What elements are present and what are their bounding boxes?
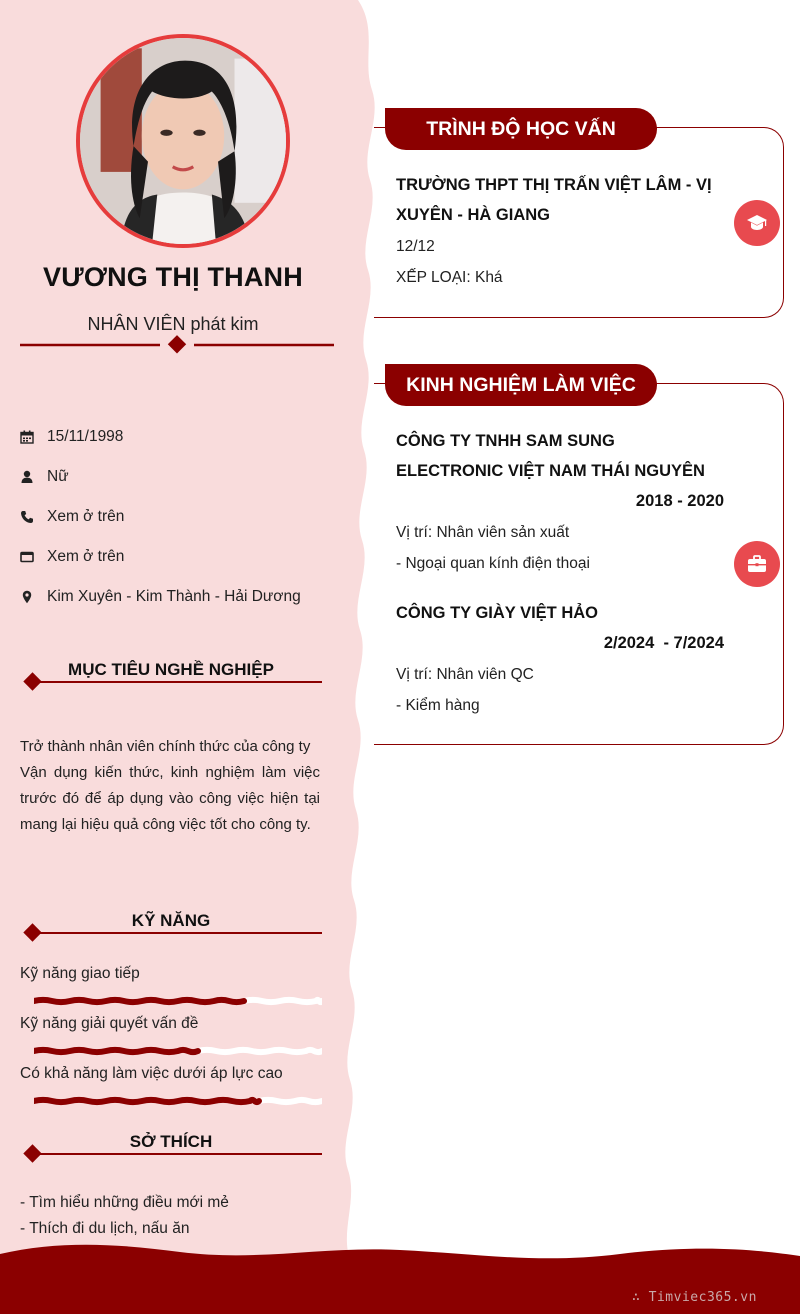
hobbies-heading-line (32, 1153, 322, 1155)
info-gender (20, 466, 350, 488)
skill-bar (34, 1094, 322, 1108)
education-school: TRƯỜNG THPT THỊ TRẤN VIỆT LÂM - VỊ XUYÊN - HÀ GIANG (396, 176, 712, 224)
objective-heading (20, 660, 322, 690)
info-birthdate-value: 15/11/1998 (47, 428, 124, 445)
skill-bar-track (244, 1000, 322, 1002)
info-phone-value: Xem ở trên (47, 508, 125, 525)
hobby-item: - Thích đi du lịch, nấu ăn (20, 1220, 190, 1237)
phone-icon (20, 510, 34, 524)
objective-heading-text: MỤC TIÊU NGHỀ NGHIỆP (68, 660, 274, 679)
info-birthdate (20, 426, 350, 448)
job-period: 2/2024 - 7/2024 (603, 634, 724, 652)
skill-label: Kỹ năng giải quyết vấn đề (20, 1015, 199, 1032)
skills-heading (20, 911, 322, 941)
job-detail: - Kiểm hàng (396, 697, 480, 714)
skill-bar-track (259, 1100, 322, 1102)
avatar-portrait (80, 38, 286, 244)
info-phone (20, 506, 350, 528)
hobbies-heading (20, 1132, 322, 1162)
skills-heading-line (32, 932, 322, 934)
graduation-cap-icon (746, 212, 768, 234)
hobby-item: - Tìm hiểu những điều mới mẻ (20, 1194, 229, 1211)
skill-label: Có khả năng làm việc dưới áp lực cao (20, 1065, 283, 1082)
education-icon-badge (734, 200, 780, 246)
skill-bar-fill (34, 1050, 198, 1052)
objective-text (20, 734, 320, 838)
info-gender-value: Nữ (47, 468, 69, 485)
objective-line: Trở thành nhân viên chính thức của công ty (20, 738, 311, 755)
info-email (20, 546, 350, 568)
job-position: Vị trí: Nhân viên QC (396, 666, 534, 683)
watermark: ∴ Timviec365.vn (632, 1290, 757, 1305)
job-position: Vị trí: Nhân viên sản xuất (396, 524, 570, 541)
email-icon (20, 550, 34, 564)
info-address (20, 586, 350, 608)
education-grade: 12/12 (396, 238, 435, 255)
job-company: CÔNG TY GIÀY VIỆT HẢO (396, 604, 599, 622)
education-heading: TRÌNH ĐỘ HỌC VẤN (385, 108, 657, 150)
job-company: CÔNG TY TNHH SAM SUNG ELECTRONIC VIỆT NAM THÁI NGUYÊN (396, 432, 705, 480)
skill-bar (34, 994, 322, 1008)
avatar (76, 34, 290, 248)
info-email-value: Xem ở trên (47, 548, 125, 565)
skill-bar (34, 1044, 322, 1058)
experience-icon-badge (734, 541, 780, 587)
job-period: 2018 - 2020 (635, 492, 724, 510)
job-title: NHÂN VIÊN phát kim (87, 314, 259, 334)
skill-bar-fill (34, 1100, 259, 1102)
job-detail: - Ngoại quan kính điện thoại (396, 555, 590, 572)
name-divider (20, 334, 334, 356)
skill-bar-track (198, 1050, 322, 1052)
calendar-icon (20, 430, 34, 444)
candidate-name: VƯƠNG THỊ THANH (43, 262, 303, 292)
objective-heading-line (32, 681, 322, 683)
info-address-value: Kim Xuyên - Kim Thành - Hải Dương (47, 588, 301, 605)
skill-bar-fill (34, 1000, 244, 1002)
skills-heading-text: KỸ NĂNG (131, 911, 211, 930)
experience-heading: KINH NGHIỆM LÀM VIỆC (385, 364, 657, 406)
location-icon (20, 590, 34, 604)
person-icon (20, 470, 34, 484)
objective-line: Vận dụng kiến thức, kinh nghiệm làm việc trước đó để áp dụng vào công việc hiện tại mang lại hiệu quả công việc tốt cho công ty. (20, 764, 320, 833)
briefcase-icon (746, 553, 768, 575)
skill-label: Kỹ năng giao tiếp (20, 965, 140, 982)
hobbies-heading-text: SỞ THÍCH (129, 1132, 213, 1151)
education-rating: XẾP LOẠI: Khá (396, 269, 503, 286)
